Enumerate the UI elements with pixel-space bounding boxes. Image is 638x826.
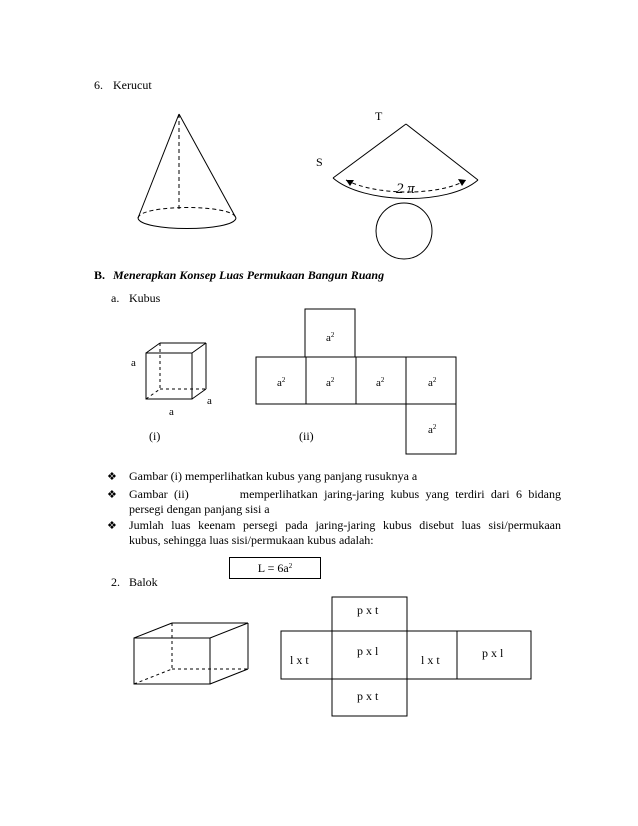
subsection-number: a. (111, 291, 120, 305)
cone-base-back (138, 208, 236, 219)
face-area-top: $a^2$ (326, 331, 335, 344)
subsection-title: Balok (129, 575, 158, 589)
diamond-bullet-icon: ❖ (107, 471, 117, 483)
cone-left-edge (138, 114, 179, 218)
face-area-center: $a^2$ (326, 376, 335, 389)
subsection-number: 2. (111, 575, 120, 589)
cuboid-figure (130, 620, 255, 690)
figure-caption-i: (i) (149, 429, 161, 443)
face-label-right: l x t (421, 653, 440, 667)
apex-label: T (375, 109, 383, 123)
arrow-right-icon (458, 179, 466, 186)
subsection-title: Kubus (129, 291, 161, 305)
surface-area-formula: $L = 6a^2$ (229, 557, 321, 579)
face-label-bottom: p x t (357, 689, 379, 703)
slant-label: S (316, 155, 323, 169)
section-number: 6. (94, 78, 103, 92)
bullet-text: Gambar (i) memperlihatkan kubus yang panjang rusuknya a (129, 469, 418, 483)
section-letter: B. (94, 268, 106, 282)
edge-label-width: a (169, 406, 174, 418)
face-area-left: $a^2$ (277, 376, 286, 389)
face-label-left: l x t (290, 653, 309, 667)
arc-label: 2 π (396, 181, 415, 197)
cone-right-edge (179, 114, 236, 218)
cone-base-front (138, 218, 236, 229)
section-heading: Menerapkan Konsep Luas Permukaan Bangun Ruang (113, 268, 385, 282)
edge-label-depth: a (207, 395, 212, 407)
face-area-back: $a^2$ (428, 376, 437, 389)
face-label-back: p x l (482, 646, 504, 660)
figure-caption-ii: (ii) (299, 429, 314, 443)
bullet-text-line: persegi dengan panjang sisi a (129, 502, 270, 516)
bullet-text-line: kubus, sehingga luas sisi/permukaan kubus adalah: (129, 533, 374, 547)
face-label-center: p x l (357, 644, 379, 658)
base-circle (376, 203, 432, 259)
sector-left-edge (333, 124, 406, 178)
face-area-bottom: $a^2$ (428, 423, 437, 436)
face-label-top: p x t (357, 603, 379, 617)
bullet-text-line: Gambar (ii) memperlihatkan jaring-jaring kubus yang terdiri dari 6 bidang (129, 487, 561, 501)
sector-right-edge (406, 124, 478, 180)
cube-front-face (146, 353, 192, 399)
bullet-text-line: Jumlah luas keenam persegi pada jaring-jaring kubus disebut luas sisi/permukaan (129, 518, 561, 532)
diamond-bullet-icon: ❖ (107, 489, 117, 501)
cone-figure (130, 108, 242, 238)
section-title: Kerucut (113, 78, 152, 92)
diamond-bullet-icon: ❖ (107, 520, 117, 532)
edge-label-height: a (131, 357, 136, 369)
face-area-right: $a^2$ (376, 376, 385, 389)
